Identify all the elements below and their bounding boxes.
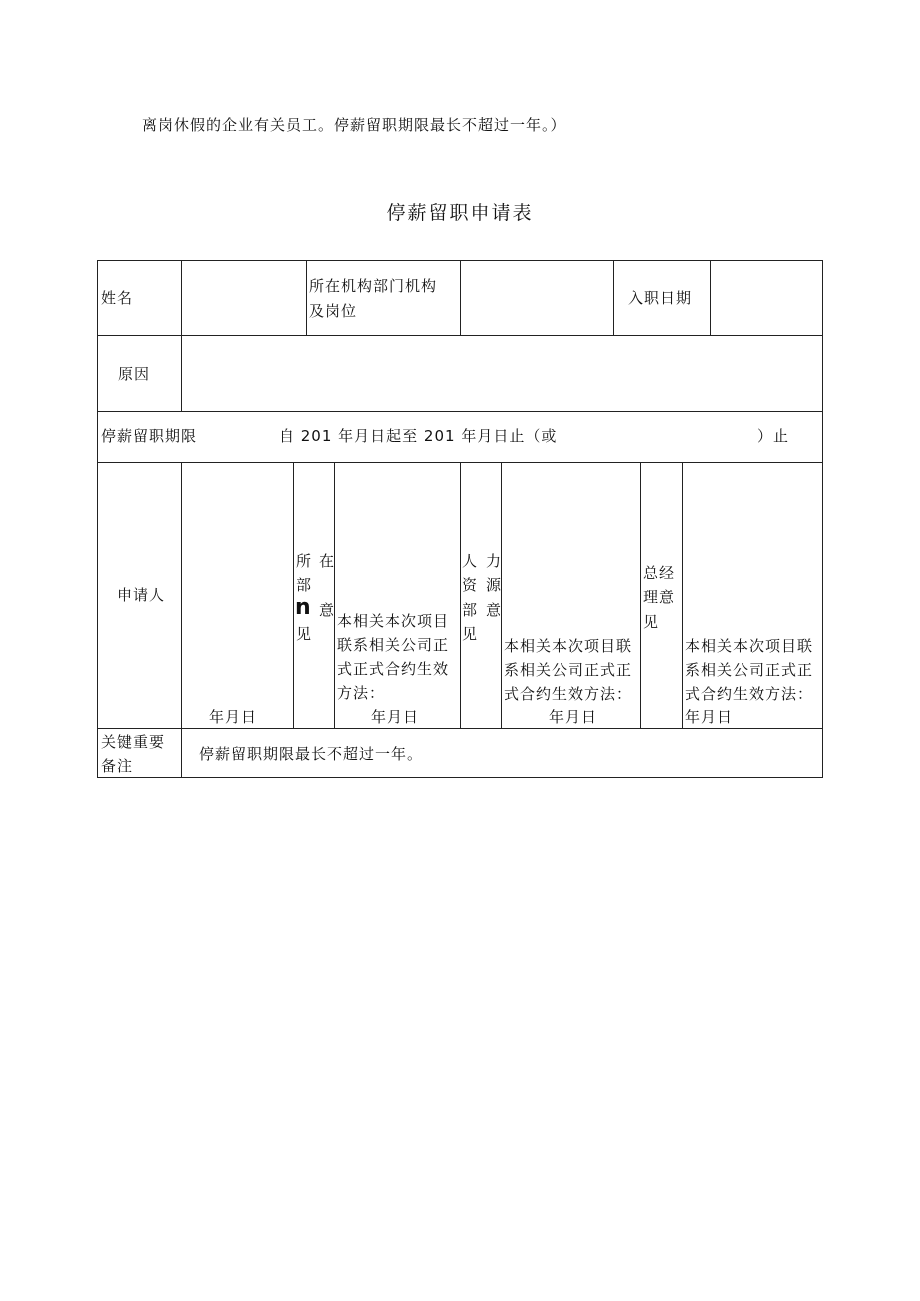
hr-opinion-char: 意	[486, 601, 503, 619]
form-title: 停薪留职申请表	[386, 202, 534, 224]
gm-opinion-label-line3: 见	[643, 613, 660, 631]
dept-label-line2: 及岗位	[309, 302, 358, 320]
applicant-label: 申请人	[117, 586, 166, 604]
row-divider	[98, 335, 822, 336]
gm-opinion-text: 本相关本次项目联系相关公司正式正式合约生效方法：	[685, 637, 814, 703]
col-divider	[640, 462, 641, 728]
remarks-label-line2: 备注	[101, 757, 134, 775]
dept-opinion-text: 本相关本次项目联系相关公司正式正式合约生效方法：	[337, 612, 450, 702]
dept-opinion-char: 在	[319, 552, 336, 570]
col-divider	[710, 261, 711, 335]
remarks-text: 停薪留职期限最长不超过一年。	[199, 745, 424, 763]
hr-opinion-char: 部	[462, 601, 479, 619]
name-value-cell[interactable]	[183, 263, 305, 333]
col-divider	[334, 462, 335, 728]
col-divider	[613, 261, 614, 335]
col-divider	[181, 261, 182, 335]
gm-opinion-label-line1: 总经	[643, 564, 676, 582]
name-label: 姓名	[101, 289, 134, 307]
hr-opinion-char: 资	[462, 576, 479, 594]
gm-opinion-date: 年月日	[685, 708, 734, 726]
reason-value-cell[interactable]	[183, 337, 820, 409]
hire-date-value-cell[interactable]	[712, 263, 820, 333]
hr-opinion-char: 力	[486, 552, 503, 570]
hr-opinion-char: 人	[462, 552, 479, 570]
col-divider	[181, 462, 182, 728]
dept-value-cell[interactable]	[462, 263, 612, 333]
gm-opinion-label-line2: 理意	[643, 588, 676, 606]
col-divider	[306, 261, 307, 335]
dept-opinion-char: 意	[319, 601, 336, 619]
row-divider	[98, 411, 822, 412]
remarks-label-line1: 关键重要	[101, 733, 166, 751]
dept-label-line1: 所在机构部门机构	[309, 277, 438, 295]
col-divider	[181, 728, 182, 778]
col-divider	[460, 462, 461, 728]
dept-opinion-date: 年月日	[371, 708, 420, 726]
col-divider	[293, 462, 294, 728]
col-divider	[181, 335, 182, 411]
applicant-date: 年月日	[209, 708, 258, 726]
dept-opinion-char: n	[295, 595, 312, 620]
hr-opinion-char: 源	[486, 576, 503, 594]
intro-text: 离岗休假的企业有关员工。停薪留职期限最长不超过一年。）	[142, 116, 567, 134]
dept-opinion-char: 所	[296, 552, 313, 570]
reason-label: 原因	[118, 365, 151, 383]
application-form-table	[97, 260, 823, 778]
period-text: 自 201 年月日起至 201 年月日止（或	[279, 427, 558, 445]
period-suffix: ）止	[757, 427, 790, 445]
col-divider	[682, 462, 683, 728]
hr-opinion-char: 见	[462, 625, 479, 643]
dept-opinion-char: 部	[296, 576, 313, 594]
hr-opinion-text: 本相关本次项目联系相关公司正式正式合约生效方法：	[504, 637, 633, 703]
dept-opinion-char: 见	[296, 625, 313, 643]
hr-opinion-date: 年月日	[549, 708, 598, 726]
col-divider	[460, 261, 461, 335]
hire-date-label: 入职日期	[628, 289, 693, 307]
period-label: 停薪留职期限	[101, 427, 198, 445]
